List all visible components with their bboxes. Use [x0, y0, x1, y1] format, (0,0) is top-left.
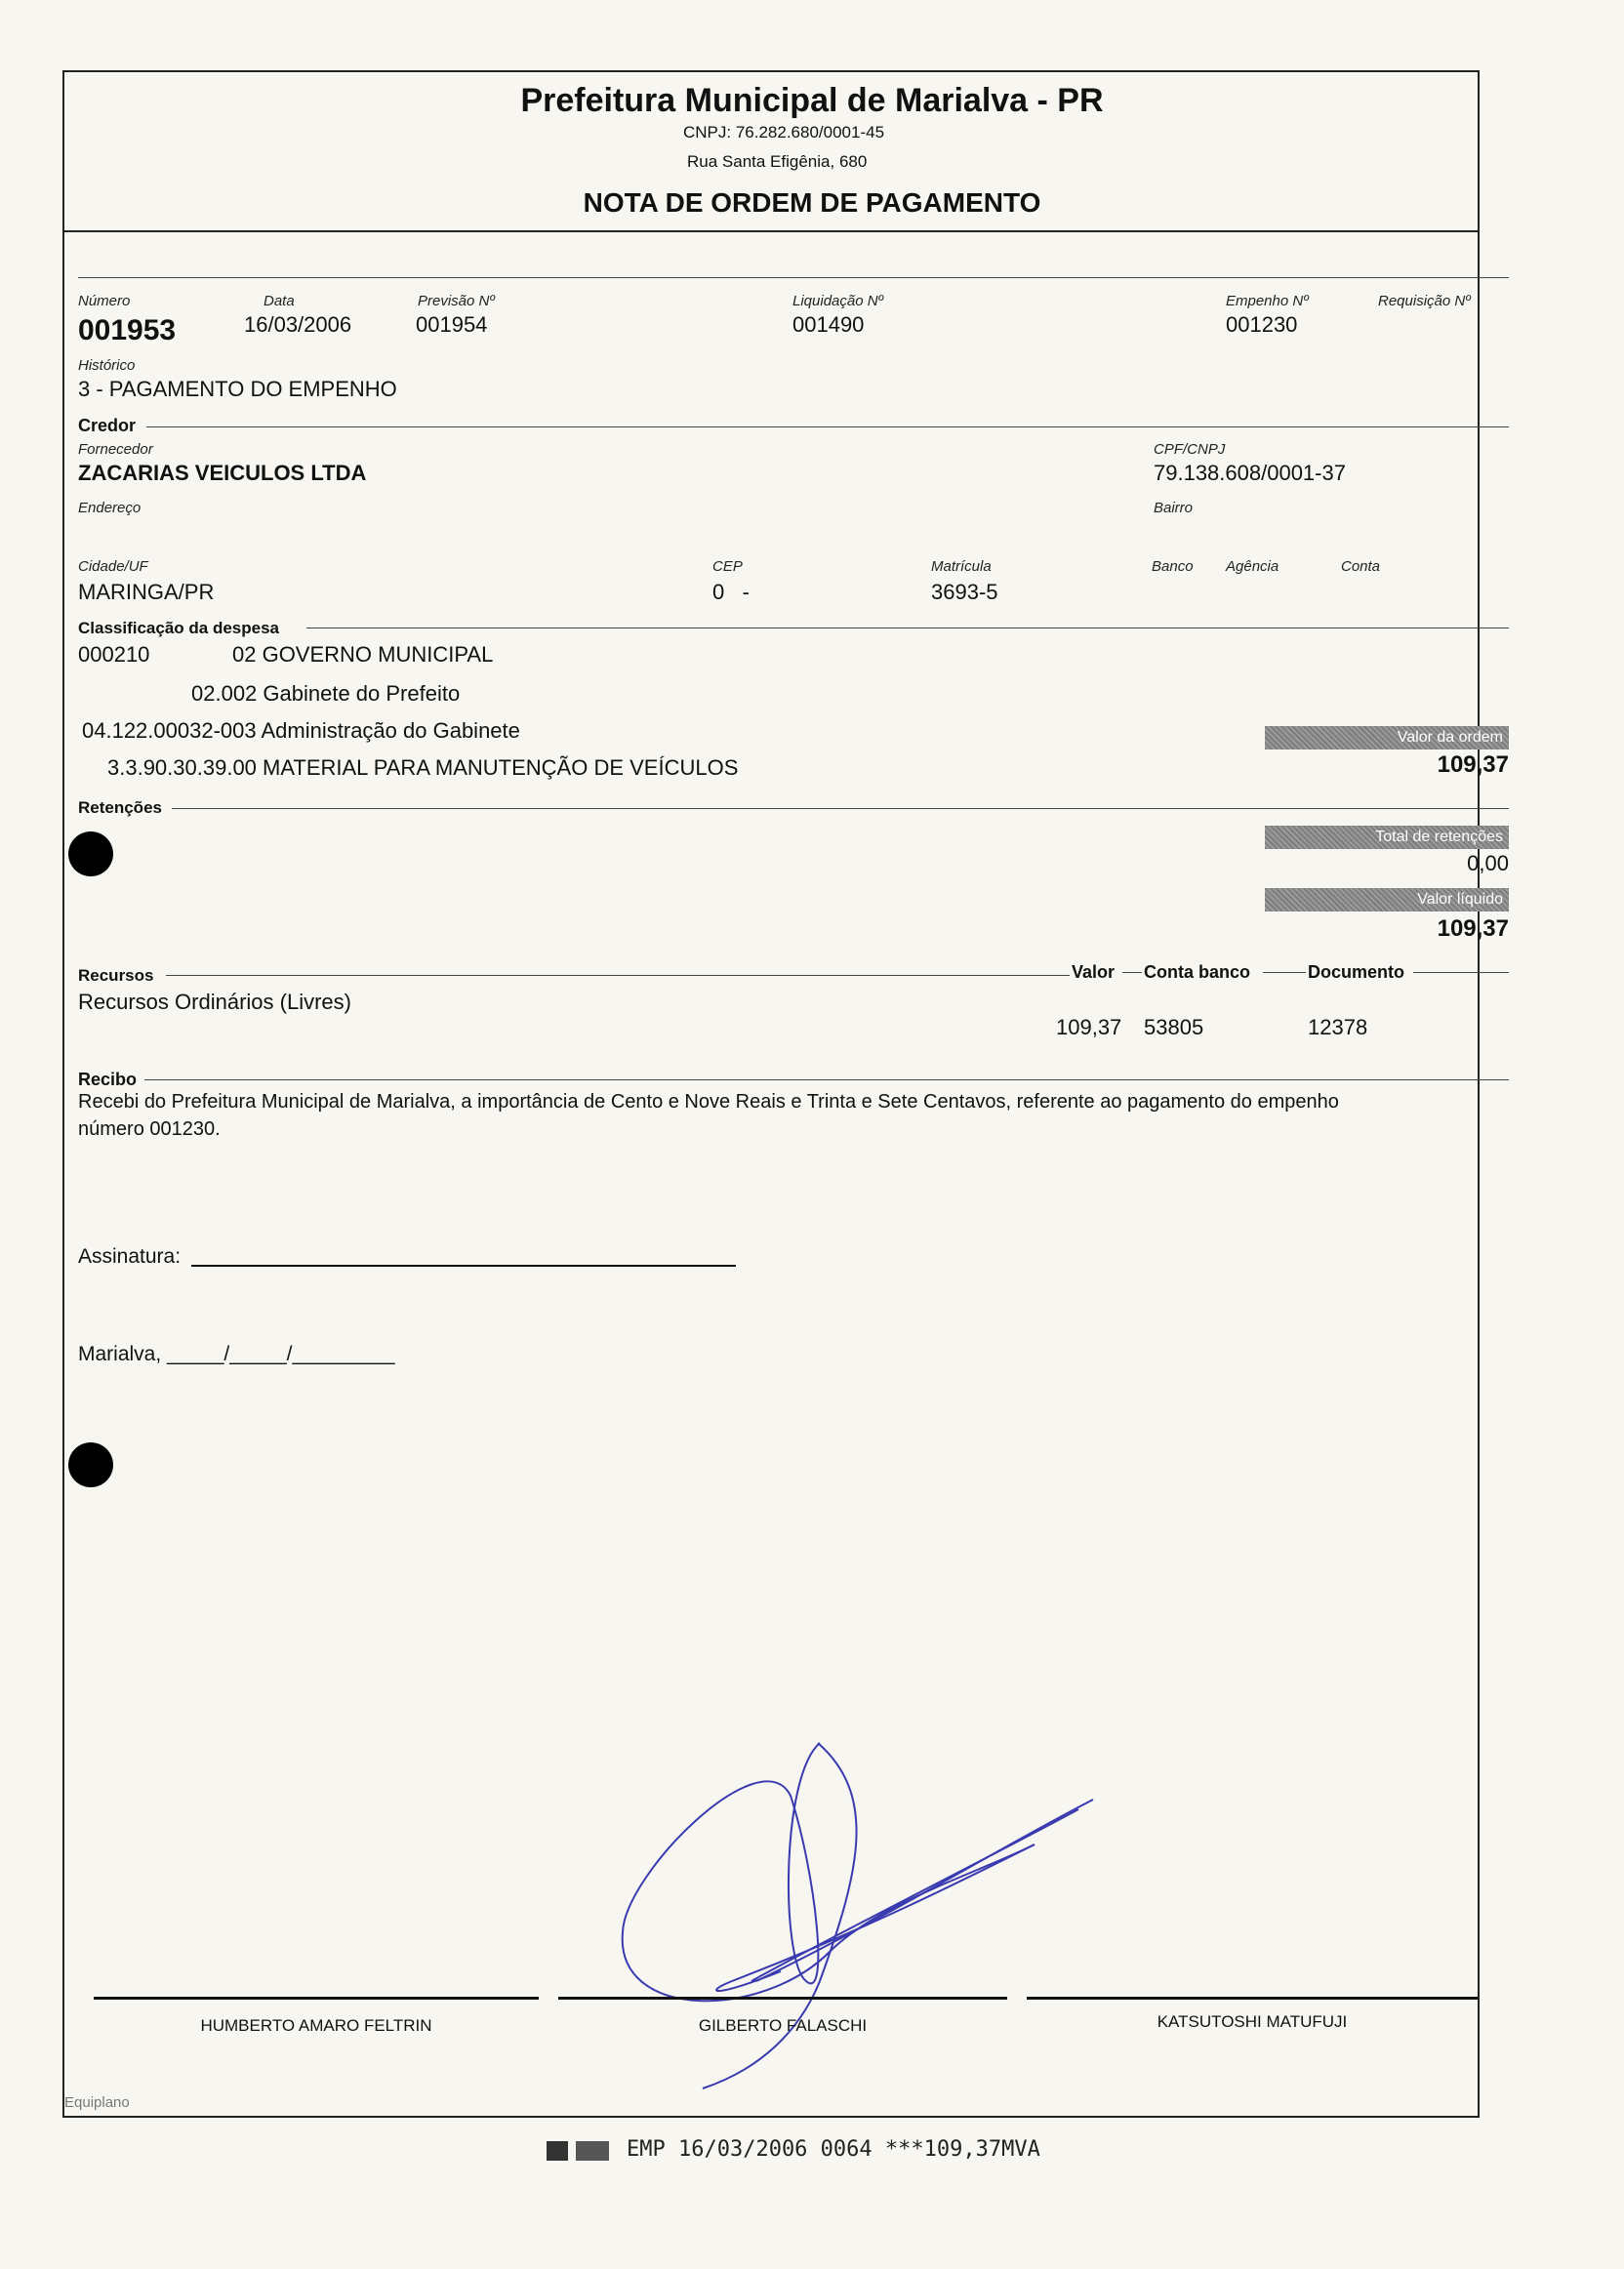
recursos-valor-label: Valor [1072, 962, 1116, 982]
requisicao-label: Requisição Nº [1378, 293, 1471, 309]
address-text: Rua Santa Efigênia, 680 [687, 152, 868, 171]
retencoes-section: Retenções [78, 798, 162, 817]
recibo-text-line1: Recebi do Prefeitura Municipal de Marialva, a importância de Cento e Nove Reais e Trinta e Sete Centavos, referente ao pagamento do empenho [78, 1091, 1339, 1113]
header-divider [62, 230, 1480, 232]
cnpj-text: CNPJ: 76.282.680/0001-45 [683, 123, 885, 142]
recursos-rule-2 [1122, 972, 1142, 973]
signature-line-2 [558, 1997, 1007, 2000]
valor-liquido-value: 109,37 [1437, 915, 1509, 942]
recibo-text-line2: número 001230. [78, 1118, 221, 1140]
liquidacao-value: 001490 [792, 312, 865, 337]
assinatura-line [191, 1265, 736, 1267]
liquidacao-label: Liquidação Nº [792, 293, 884, 309]
agencia-label: Agência [1226, 558, 1279, 575]
document-title: NOTA DE ORDEM DE PAGAMENTO [583, 187, 1041, 218]
fornecedor-label: Fornecedor [78, 441, 153, 458]
classificacao-orgao: 02 GOVERNO MUNICIPAL [232, 642, 494, 667]
total-retencoes-value: 0,00 [1467, 851, 1509, 875]
recursos-rule [166, 975, 1070, 976]
recursos-rule-3 [1263, 972, 1306, 973]
matricula-label: Matrícula [931, 558, 992, 575]
previsao-label: Previsão Nº [418, 293, 495, 309]
punch-hole [68, 1442, 113, 1487]
fornecedor-value: ZACARIAS VEICULOS LTDA [78, 461, 367, 485]
cpf-label: CPF/CNPJ [1154, 441, 1226, 458]
cep-label: CEP [712, 558, 743, 575]
recursos-valor: 109,37 [1056, 1015, 1122, 1039]
machine-stamp: EMP 16/03/2006 0064 ***109,37MVA [627, 2137, 1040, 2162]
cidade-label: Cidade/UF [78, 558, 148, 575]
recibo-rule [144, 1079, 1509, 1080]
retencoes-rule [172, 808, 1509, 809]
classificacao-funcional: 04.122.00032-003 Administração do Gabinete [82, 718, 520, 743]
banco-label: Banco [1152, 558, 1194, 575]
historico-label: Histórico [78, 357, 136, 374]
signature-line-3 [1027, 1997, 1478, 2000]
credor-section: Credor [78, 416, 137, 435]
empenho-label: Empenho Nº [1226, 293, 1309, 309]
stamp-mark [547, 2141, 568, 2161]
data-value: 16/03/2006 [244, 312, 352, 337]
municipality-title: Prefeitura Municipal de Marialva - PR [520, 82, 1104, 119]
recursos-documento: 12378 [1308, 1015, 1368, 1039]
recursos-rule-4 [1413, 972, 1509, 973]
recursos-description: Recursos Ordinários (Livres) [78, 990, 351, 1014]
historico-value: 3 - PAGAMENTO DO EMPENHO [78, 377, 397, 401]
previsao-value: 001954 [416, 312, 488, 337]
signatory-3: KATSUTOSHI MATUFUJI [1157, 2012, 1348, 2031]
recursos-section: Recursos [78, 966, 154, 985]
endereco-label: Endereço [78, 500, 142, 516]
data-label: Data [264, 293, 295, 309]
local-data: Marialva, _____/_____/_________ [78, 1343, 395, 1365]
numero-value: 001953 [78, 314, 177, 346]
cpf-value: 79.138.608/0001-37 [1154, 461, 1346, 485]
total-retencoes-label: Total de retenções [1265, 826, 1509, 849]
numero-label: Número [78, 293, 131, 309]
punch-hole [68, 831, 113, 876]
assinatura-label: Assinatura: [78, 1245, 182, 1268]
signatory-2: GILBERTO FALASCHI [698, 2016, 868, 2035]
classificacao-unidade: 02.002 Gabinete do Prefeito [191, 681, 461, 706]
matricula-value: 3693-5 [931, 580, 998, 604]
signatory-1: HUMBERTO AMARO FELTRIN [200, 2016, 432, 2035]
cidade-value: MARINGA/PR [78, 580, 215, 604]
handwritten-signature [586, 1737, 1113, 2108]
top-rule [78, 277, 1509, 278]
stamp-mark [576, 2141, 609, 2161]
cep-value: 0 - [712, 580, 750, 604]
valor-ordem-label: Valor da ordem [1265, 726, 1509, 750]
classificacao-elemento: 3.3.90.30.39.00 MATERIAL PARA MANUTENÇÃO DE VEÍCULOS [107, 755, 739, 780]
empenho-value: 001230 [1226, 312, 1298, 337]
conta-label: Conta [1341, 558, 1381, 575]
credor-rule [146, 426, 1509, 427]
recursos-conta-label: Conta banco [1144, 962, 1251, 982]
valor-liquido-label: Valor líquido [1265, 888, 1509, 912]
valor-ordem-value: 109,37 [1437, 751, 1509, 778]
classificacao-section: Classificação da despesa [78, 619, 280, 637]
footer-brand: Equiplano [64, 2094, 130, 2111]
signature-line-1 [94, 1997, 539, 2000]
recursos-documento-label: Documento [1308, 962, 1404, 982]
recursos-conta: 53805 [1144, 1015, 1204, 1039]
recibo-section: Recibo [78, 1070, 138, 1089]
classificacao-code: 000210 [78, 642, 150, 667]
bairro-label: Bairro [1154, 500, 1194, 516]
